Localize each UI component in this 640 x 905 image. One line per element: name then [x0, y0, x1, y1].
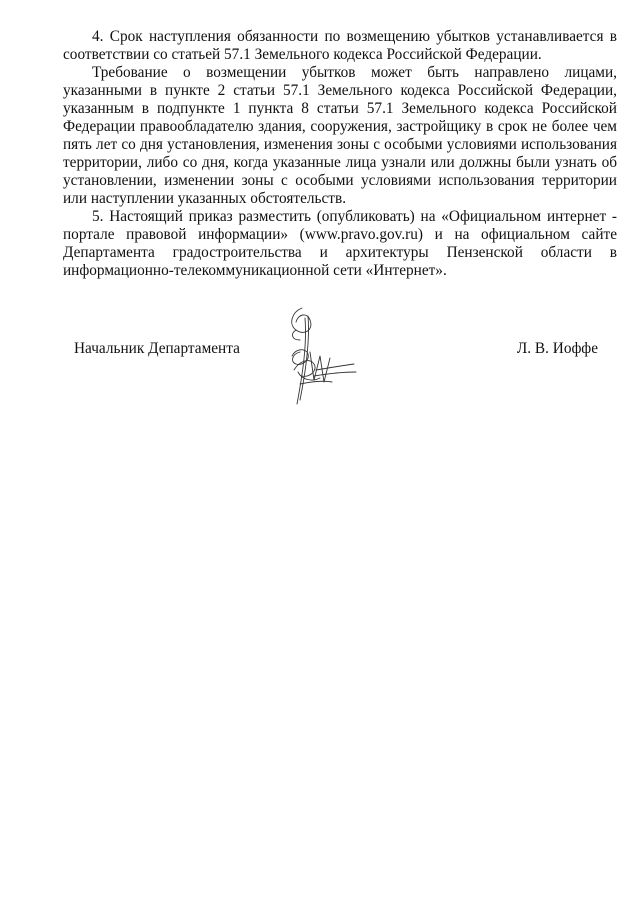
handwritten-signature [270, 300, 360, 412]
paragraph-damages-claim: Требование о возмещении убытков может быть направлено лицами, указанными в пункте 2 статьи 57.1 Земельного кодекса Российской Федерации, указанным в подпункте 1 пункта 8 статьи 57.1 Земельного кодекса Российской Федерации правообладателю здания, сооружения, застройщику в срок не более чем пять лет со дня установления, изменения зоны с особыми условиями использования территории, либо со дня, когда указанные лица узнали или должны были узнать об установлении, изменении зоны с особыми условиями использования территории или наступлении указанных обстоятельств. [63, 64, 617, 207]
signatory-name: Л. В. Иоффе [516, 340, 598, 357]
signatory-position: Начальник Департамента [74, 340, 240, 357]
paragraph-clause-4: 4. Срок наступления обязанности по возмещению убытков устанавливается в соответствии со статьей 57.1 Земельного кодекса Российской Федерации. [63, 28, 617, 63]
paragraph-clause-5: 5. Настоящий приказ разместить (опубликовать) на «Официальном интернет - портале правовой информации» (www.pravo.gov.ru) и на официальном сайте Департамента градостроительства и архитектуры Пензенской области в информационно-телекоммуникационной сети «Интернет». [63, 208, 617, 279]
signature-block [0, 0, 640, 420]
